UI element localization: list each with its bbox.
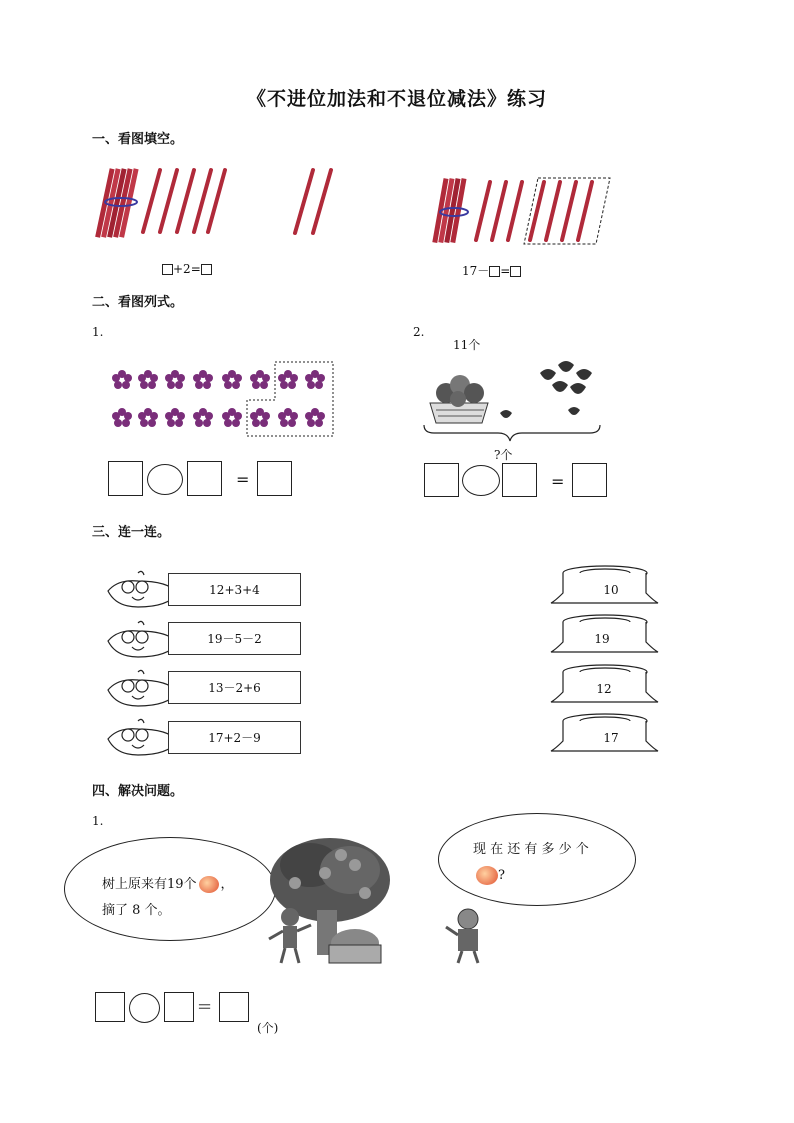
equals-sign-1: = xyxy=(236,470,250,489)
peach-icon xyxy=(199,876,219,893)
stump-number-3: 12 xyxy=(596,682,612,696)
answer-box-2a[interactable] xyxy=(424,463,459,497)
answer-box-4c[interactable] xyxy=(219,992,249,1022)
q1-label: 1. xyxy=(92,325,104,339)
expression-box-1[interactable]: 12+3+4 xyxy=(168,573,301,606)
stick-bundle-left xyxy=(95,160,245,245)
blank-box-4[interactable] xyxy=(510,266,521,277)
answer-box-2b[interactable] xyxy=(502,463,537,497)
eq-right: 17－ = xyxy=(462,262,521,279)
q4-label: 1. xyxy=(92,814,104,828)
two-sticks xyxy=(285,165,345,240)
unit-label: (个) xyxy=(257,1021,279,1035)
blank-box-3[interactable] xyxy=(489,266,500,277)
section4-heading: 四、解决问题。 xyxy=(92,784,184,799)
peach-basket-icon xyxy=(329,929,381,963)
section3-heading: 三、连一连。 xyxy=(92,525,171,540)
speech-bubble-right xyxy=(438,813,636,906)
bundle-of-ten-icon xyxy=(432,178,468,243)
blank-box-1[interactable] xyxy=(162,264,173,275)
strawberry-icon xyxy=(500,361,592,418)
peach-icon xyxy=(476,866,498,885)
operator-oval-1[interactable] xyxy=(147,464,183,495)
section2-heading: 二、看图列式。 xyxy=(92,295,184,310)
bundle-of-ten-icon xyxy=(95,168,138,238)
stick-bundle-right xyxy=(430,170,620,250)
page-title: 《不进位加法和不退位减法》练习 xyxy=(246,88,547,110)
expression-box-4[interactable]: 17+2－9 xyxy=(168,721,301,754)
expression-box-3[interactable]: 13－2+6 xyxy=(168,671,301,704)
question-label: ?个 xyxy=(494,448,513,462)
expression-box-2[interactable]: 19－5－2 xyxy=(168,622,301,655)
flower-icon-row1 xyxy=(112,370,325,389)
equals-sign-2: = xyxy=(551,472,565,491)
q2-label: 2. xyxy=(413,325,425,339)
brace xyxy=(424,425,600,441)
answer-box-1a[interactable] xyxy=(108,461,143,496)
answer-box-4b[interactable] xyxy=(164,992,194,1022)
answer-box-1c[interactable] xyxy=(257,461,292,496)
blank-box-2[interactable] xyxy=(201,264,212,275)
flowers-group xyxy=(105,358,340,440)
bubble-left-line1: 树上原来有19个 ， xyxy=(102,877,234,892)
operator-oval-2[interactable] xyxy=(462,465,500,496)
operator-oval-4[interactable] xyxy=(129,993,160,1023)
peach-tree-picture xyxy=(255,835,395,970)
basket-icon xyxy=(430,375,488,423)
flower-icon-row2 xyxy=(112,408,325,427)
answer-box-2c[interactable] xyxy=(572,463,607,497)
answer-box-4a[interactable] xyxy=(95,992,125,1022)
bubble-left-line2: 摘了 8 个。 xyxy=(102,903,171,918)
total-label: 11个 xyxy=(453,338,481,352)
bubble-right-line2: ? xyxy=(476,866,505,885)
strawberry-picture xyxy=(418,355,608,455)
stump-number-2: 19 xyxy=(594,632,610,646)
bubble-right-line1: 现 在 还 有 多 少 个 xyxy=(473,842,589,857)
equals-sign-4: = xyxy=(197,996,213,1017)
eq-left: +2= xyxy=(162,262,212,276)
rabbit-icon xyxy=(440,905,490,967)
section1-heading: 一、看图填空。 xyxy=(92,132,184,147)
answer-box-1b[interactable] xyxy=(187,461,222,496)
stump-number-1: 10 xyxy=(603,583,619,597)
stump-number-4: 17 xyxy=(603,731,619,745)
